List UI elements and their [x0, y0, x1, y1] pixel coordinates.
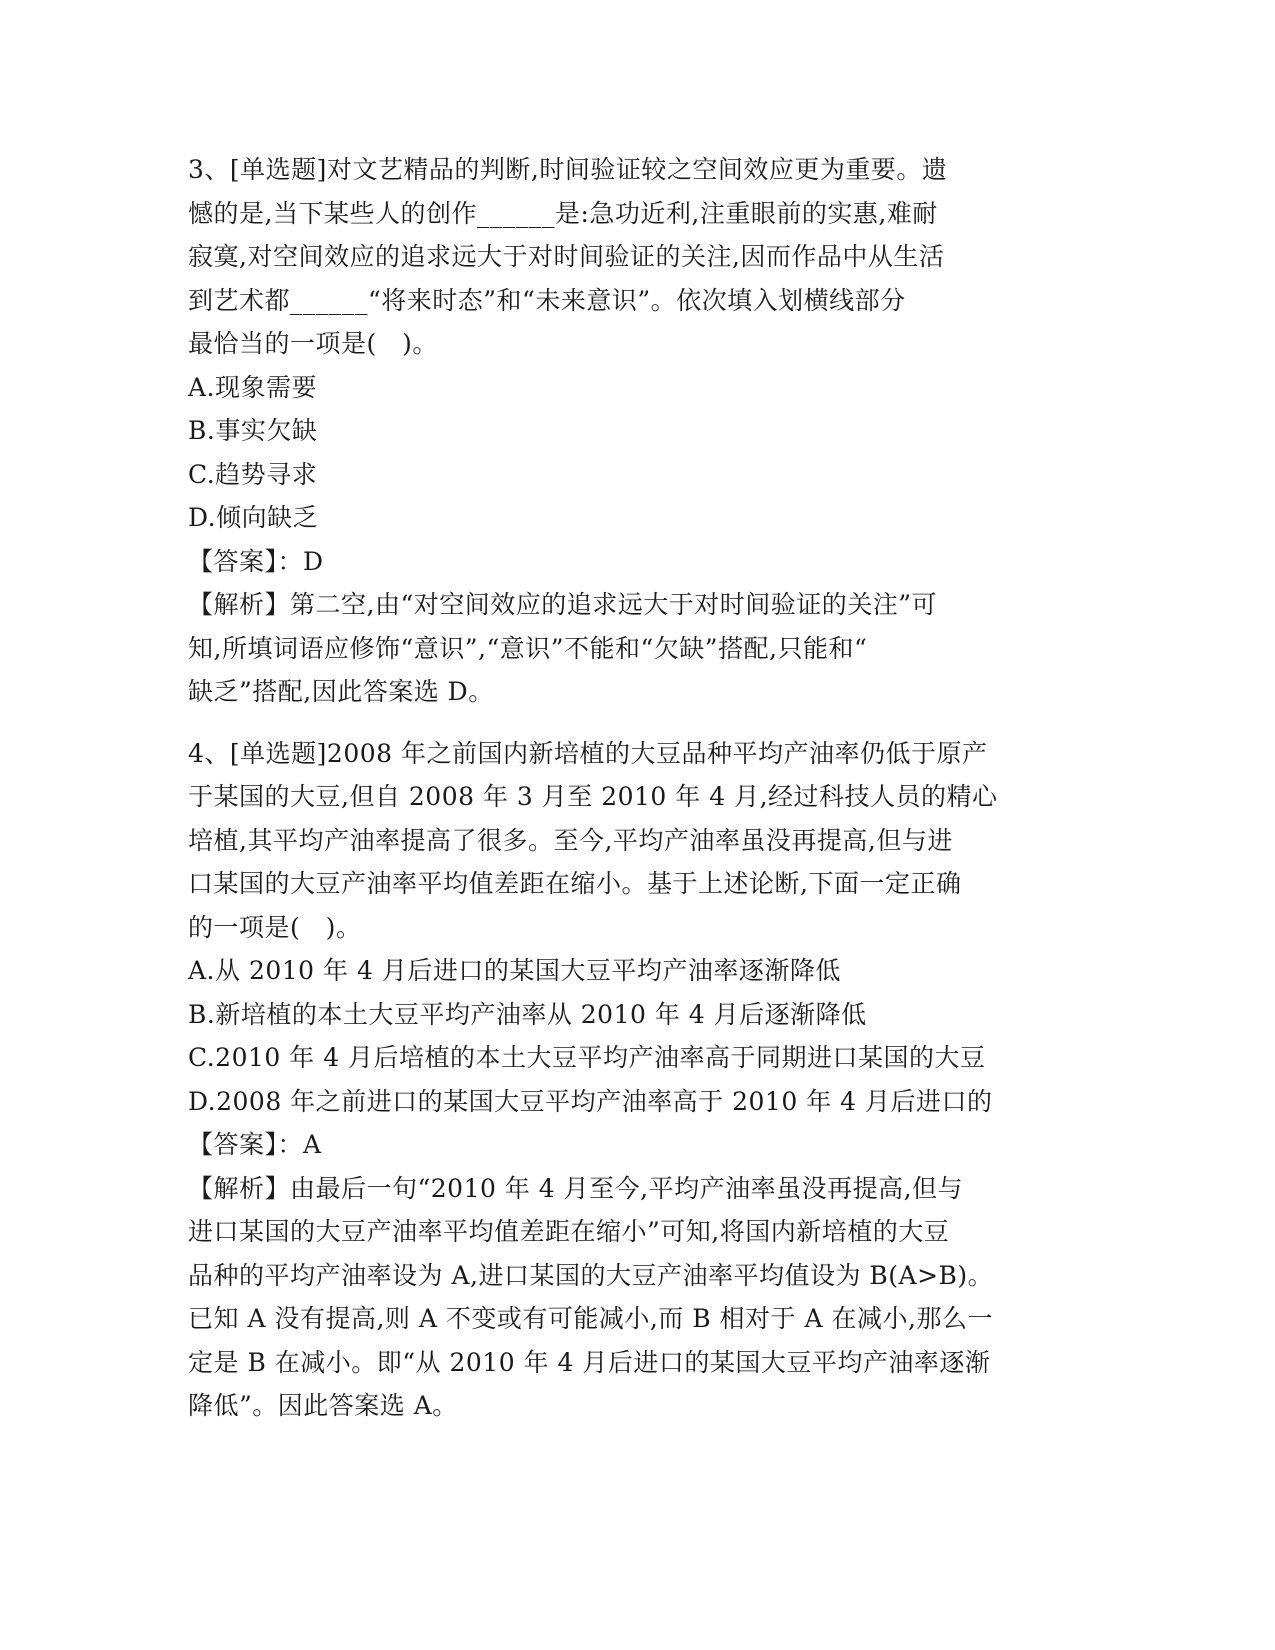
question-4	[188, 732, 1088, 1428]
question-stem-line: 4、[单选题]2008 年之前国内新培植的大豆品种平均产油率仍低于原产	[188, 738, 988, 768]
question-stem-line: 口某国的大豆产油率平均值差距在缩小。基于上述论断,下面一定正确	[188, 869, 962, 898]
analysis-line: 【解析】由最后一句“2010 年 4 月至今,平均产油率虽没再提高,但与	[188, 1173, 964, 1203]
analysis-line: 品种的平均产油率设为 A,进口某国的大豆产油率平均值设为 B(A>B)。	[188, 1260, 994, 1290]
analysis-line: 进口某国的大豆产油率平均值差距在缩小”可知,将国内新培植的大豆	[188, 1217, 950, 1246]
analysis-line: 【解析】第二空,由“对空间效应的追求远大于对时间验证的关注”可	[188, 590, 938, 619]
question-stem-line: 最恰当的一项是( )。	[188, 329, 438, 358]
question-stem-line: 于某国的大豆,但自 2008 年 3 月至 2010 年 4 月,经过科技人员的精心	[188, 782, 998, 811]
option-b: B.新培植的本土大豆平均产油率从 2010 年 4 月后逐渐降低	[188, 999, 867, 1029]
question-stem-line: 憾的是,当下某些人的创作______是:急功近利,注重眼前的实惠,难耐	[188, 198, 938, 228]
analysis-line: 降低”。因此答案选 A。	[188, 1391, 458, 1420]
question-3	[188, 148, 1088, 714]
question-stem-line: 的一项是( )。	[188, 912, 362, 942]
option-a: A.从 2010 年 4 月后进口的某国大豆平均产油率逐渐降低	[188, 956, 841, 985]
document-page	[188, 148, 1088, 1428]
question-stem-line: 寂寞,对空间效应的追求远大于对时间验证的关注,因而作品中从生活	[188, 242, 945, 271]
option-d: D.倾向缺乏	[188, 503, 319, 532]
question-stem-line: 到艺术都______“将来时态”和“未来意识”。依次填入划横线部分	[188, 285, 906, 315]
answer-line: 【答案】：A	[188, 1130, 322, 1159]
option-c: C.2010 年 4 月后培植的本土大豆平均产油率高于同期进口某国的大豆	[188, 1043, 986, 1072]
answer-line: 【答案】：D	[188, 546, 324, 576]
analysis-line: 定是 B 在减小。即“从 2010 年 4 月后进口的某国大豆平均产油率逐渐	[188, 1347, 991, 1377]
question-stem-line: 3、[单选题]对文艺精品的判断,时间验证较之空间效应更为重要。遗	[188, 155, 948, 184]
option-a: A.现象需要	[188, 372, 318, 402]
option-b: B.事实欠缺	[188, 416, 318, 445]
option-d: D.2008 年之前进口的某国大豆平均产油率高于 2010 年 4 月后进口的	[188, 1086, 993, 1116]
analysis-line: 知,所填词语应修饰“意识”,“意识”不能和“欠缺”搭配,只能和“	[188, 633, 868, 663]
option-c: C.趋势寻求	[188, 459, 318, 489]
question-stem-line: 培植,其平均产油率提高了很多。至今,平均产油率虽没再提高,但与进	[188, 825, 953, 855]
analysis-line: 已知 A 没有提高,则 A 不变或有可能减小,而 B 相对于 A 在减小,那么一	[188, 1304, 993, 1333]
analysis-line: 缺乏”搭配,因此答案选 D。	[188, 677, 494, 706]
